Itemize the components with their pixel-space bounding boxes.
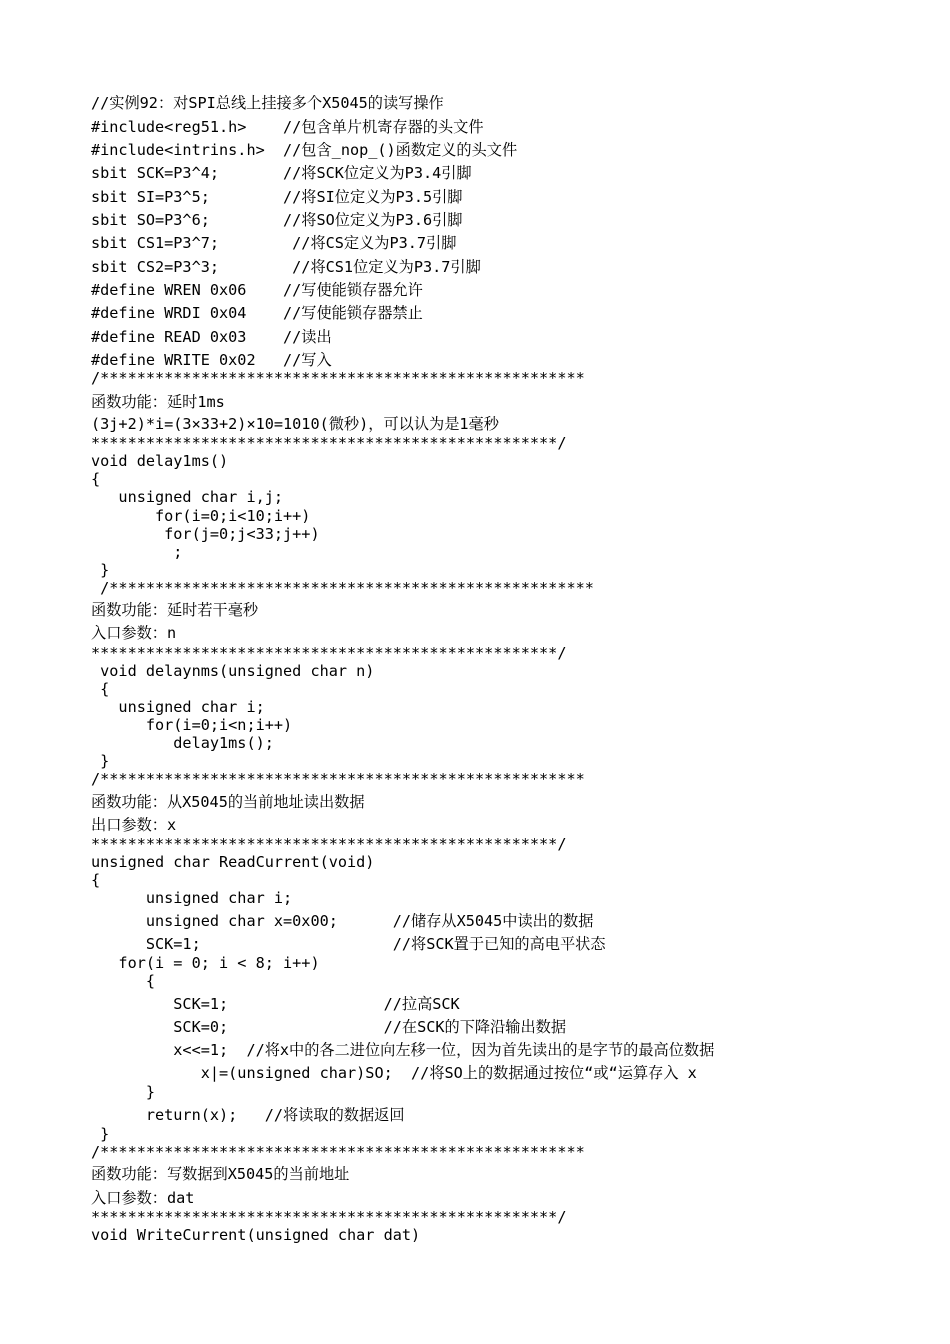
code-line: sbit CS1=P3^7; //将CS定义为P3.7引脚 — [91, 234, 457, 252]
comment-border: ***************************************************/ — [91, 1208, 567, 1226]
code-line: { — [91, 972, 156, 990]
comment-border: /***************************************************** — [91, 579, 594, 597]
code-line: #include<intrins.h> //包含_nop_()函数定义的头文件 — [91, 141, 518, 159]
code-line: #include<reg51.h> //包含单片机寄存器的头文件 — [91, 118, 484, 136]
code-line: void delaynms(unsigned char n) — [91, 662, 375, 680]
code-line: 函数功能：延时1ms — [91, 393, 225, 411]
code-line: return(x); //将读取的数据返回 — [91, 1106, 405, 1124]
code-line: sbit SI=P3^5; //将SI位定义为P3.5引脚 — [91, 188, 463, 206]
code-line: x|=(unsigned char)SO; //将SO上的数据通过按位“或“运算存入 x — [91, 1064, 697, 1082]
code-line: sbit SCK=P3^4; //将SCK位定义为P3.4引脚 — [91, 164, 472, 182]
code-line: } — [91, 1083, 156, 1101]
comment-border: ***************************************************/ — [91, 434, 567, 452]
code-line: for(i=0;i<10;i++) — [91, 507, 311, 525]
comment-border: /***************************************************** — [91, 1143, 585, 1161]
code-line: 函数功能：写数据到X5045的当前地址 — [91, 1165, 350, 1183]
code-line: sbit SO=P3^6; //将SO位定义为P3.6引脚 — [91, 211, 463, 229]
code-line: (3j+2)*i=(3×33+2)×10=1010(微秒)，可以认为是1毫秒 — [91, 415, 499, 433]
code-line: 入口参数：dat — [91, 1189, 195, 1207]
code-line: void WriteCurrent(unsigned char dat) — [91, 1226, 421, 1244]
code-line: } — [91, 1125, 110, 1143]
code-line: 出口参数：x — [91, 816, 177, 834]
code-line: x<<=1; //将x中的各二进位向左移一位，因为首先读出的是字节的最高位数据 — [91, 1041, 715, 1059]
code-line: 入口参数：n — [91, 624, 177, 642]
code-line: SCK=1; //拉高SCK — [91, 995, 460, 1013]
code-line: { — [91, 680, 110, 698]
comment-border: ***************************************************/ — [91, 835, 567, 853]
code-line: delay1ms(); — [91, 734, 274, 752]
code-line: { — [91, 871, 101, 889]
comment-border: /***************************************************** — [91, 369, 585, 387]
code-line: #define WRDI 0x04 //写使能锁存器禁止 — [91, 304, 423, 322]
code-line: #define WRITE 0x02 //写入 — [91, 351, 332, 369]
code-line: for(i = 0; i < 8; i++) — [91, 954, 320, 972]
code-line: unsigned char i,j; — [91, 488, 284, 506]
code-line: { — [91, 470, 101, 488]
code-line: unsigned char ReadCurrent(void) — [91, 853, 375, 871]
code-line: for(i=0;i<n;i++) — [91, 716, 293, 734]
code-line: void delay1ms() — [91, 452, 229, 470]
code-line: #define READ 0x03 //读出 — [91, 328, 332, 346]
code-line: #define WREN 0x06 //写使能锁存器允许 — [91, 281, 423, 299]
code-line: } — [91, 561, 110, 579]
code-line: } — [91, 752, 110, 770]
code-line: sbit CS2=P3^3; //将CS1位定义为P3.7引脚 — [91, 258, 481, 276]
comment-border: ***************************************************/ — [91, 644, 567, 662]
code-line: unsigned char i; — [91, 698, 265, 716]
code-line: ; — [91, 543, 183, 561]
code-line: SCK=0; //在SCK的下降沿输出数据 — [91, 1018, 567, 1036]
code-line: SCK=1; //将SCK置于已知的高电平状态 — [91, 935, 606, 953]
code-line: unsigned char i; — [91, 889, 293, 907]
code-line: for(j=0;j<33;j++) — [91, 525, 320, 543]
code-line: //实例92：对SPI总线上挂接多个X5045的读写操作 — [91, 94, 444, 112]
code-line: 函数功能：延时若干毫秒 — [91, 601, 259, 619]
code-line: unsigned char x=0x00; //储存从X5045中读出的数据 — [91, 912, 594, 930]
comment-border: /***************************************************** — [91, 770, 585, 788]
code-line: 函数功能：从X5045的当前地址读出数据 — [91, 793, 365, 811]
